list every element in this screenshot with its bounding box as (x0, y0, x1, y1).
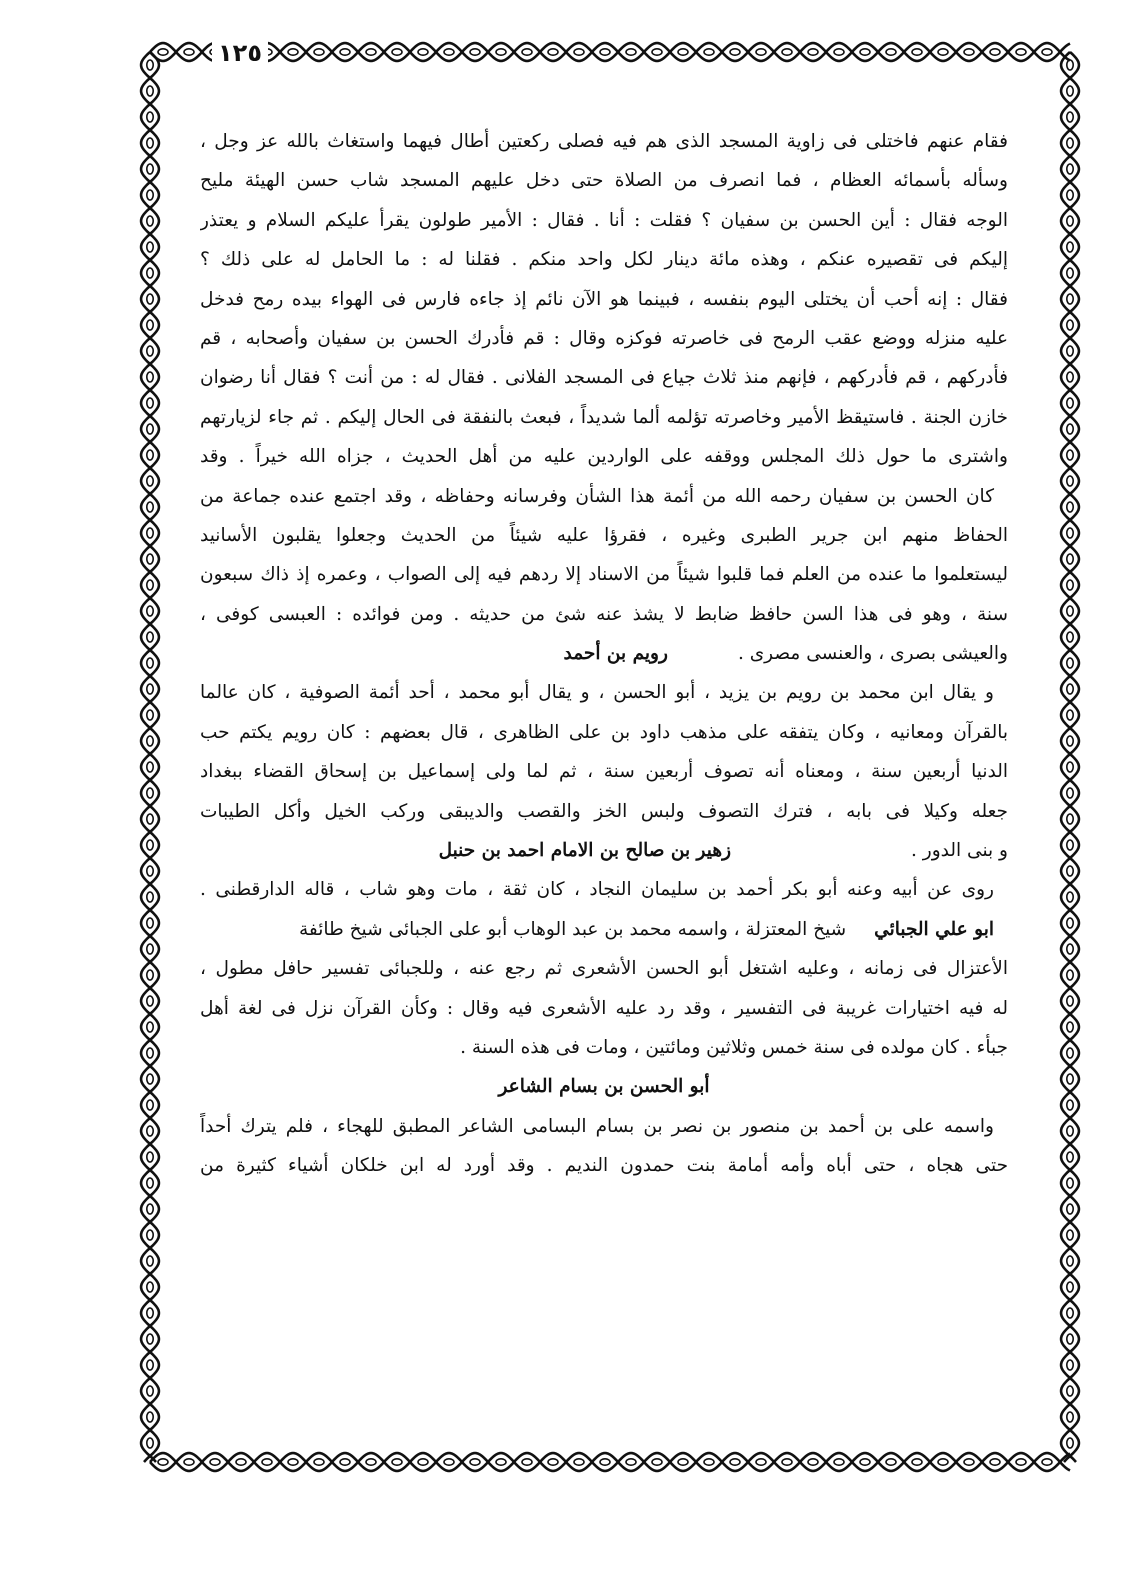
text-line: الدنيا أربعين سنة ، ومعناه أنه تصوف أربعين سنة ، ثم لما ولى إسماعيل بن إسحاق القضاء ببغداد (200, 761, 1008, 783)
text-line: الحفاظ منهم ابن جرير الطبرى وغيره ، فقرؤا عليه شيئاً من الحديث وجعلوا يقلبون الأسانيد (200, 524, 1008, 546)
text-line: سنة ، وهو فى هذا السن حافظ ضابط لا يشذ عنه شئ من حديثه . ومن فوائده : العبسى كوفى ، (200, 603, 1008, 625)
section-heading-zuhayr: زهير بن صالح بن الامام احمد بن حنبل (438, 840, 732, 862)
text-line: حتى هجاه ، حتى أباه وأمه أمامة بنت حمدون النديم . وقد أورد له ابن خلكان أشياء كثيرة من (200, 1155, 1008, 1177)
text-line: الوجه فقال : أين الحسن بن سفيان ؟ فقلت : أنا . فقال : الأمير طولون يقرأ عليكم السلام و يعتذر (200, 209, 1008, 231)
text-line: ليستعلموا ما عنده من العلم فما قلبوا شيئاً من الاسناد إلا ردهم فيه إلى الصواب ، وعمره إذ ذاك سبعون (200, 564, 1008, 586)
text-line: الأعتزال فى زمانه ، وعليه اشتغل أبو الحسن الأشعرى ثم رجع عنه ، وللجبائى تفسير حافل مطول ، (200, 958, 1008, 980)
text-line: و يقال ابن محمد بن رويم بن يزيد ، أبو الحسن ، و يقال أبو محمد ، أحد أئمة الصوفية ، كان عالما (200, 682, 994, 704)
text-line-with-heading (200, 910, 1008, 949)
section-heading-ruwaym: رويم بن أحمد (563, 643, 668, 665)
text-line: إليكم فى تقصيره عنكم ، وهذه مائة دينار لكل واحد منكم . فقلنا له : ما الحامل له على ذلك ؟ (200, 249, 1008, 271)
text-line: جعله وكيلا فى بابه ، فترك التصوف ولبس الخز والقصب والديبقى وركب الخيل وأكل الطيبات (200, 800, 1008, 822)
page-text (200, 122, 1008, 1467)
text-run: و بنى الدور . (911, 840, 1008, 862)
text-line: روى عن أبيه وعنه أبو بكر أحمد بن سليمان النجاد ، كان ثقة ، مات وهو شاب ، قاله الدارقطنى . (200, 879, 994, 901)
text-run: شيخ المعتزلة ، واسمه محمد بن عبد الوهاب أبو على الجبائى شيخ طائفة (298, 918, 847, 940)
text-run: والعيشى بصرى ، والعنسى مصرى . (737, 643, 1008, 665)
text-line: عليه منزله ووضع عقب الرمح فى خاصرته فوكزه وقال : قم فأدرك الحسن بن سفيان وأصحابه ، قم (200, 327, 1008, 349)
text-line: فقام عنهم فاختلى فى زاوية المسجد الذى هم فيه فصلى ركعتين أطال فيهما واستغاث بالله عز وجل ، (200, 131, 1008, 152)
section-heading-jubbai: ابو علي الجبائي (874, 918, 994, 940)
text-line: فأدركهم ، قم فأدركهم ، فإنهم منذ ثلاث جياع فى المسجد الفلانى . فقال له : من أنت ؟ فقال أنا رضوان (200, 367, 1008, 389)
text-line: خازن الجنة . فاستيقظ الأمير وخاصرته تؤلمه ألما شديداً ، فبعث بالنفقة فى الحال إليكم . ثم جاء لزيارتهم (200, 406, 1008, 428)
text-line: فقال : إنه أحب أن يختلى اليوم بنفسه ، فبينما هو الآن نائم إذ جاءه فارس فى الهواء بيده رمح فدخل (200, 288, 1008, 310)
text-line-with-heading (200, 831, 1008, 870)
text-line: جبأء . كان مولده فى سنة خمس وثلاثين ومائتين ، ومات فى هذه السنة . (460, 1036, 1008, 1058)
text-line: واشترى ما حول ذلك المجلس ووقفه على الواردين عليه من أهل الحديث ، جزاه الله خيراً . وقد (200, 446, 1008, 468)
page-number: ١٢٥ (212, 38, 268, 68)
text-line: له فيه اختيارات غريبة فى التفسير ، وقد رد عليه الأشعرى فيه وقال : وكأن القرآن نزل فى لغة أهل (200, 997, 1008, 1019)
text-line: واسمه على بن أحمد بن منصور بن نصر بن بسام البسامى الشاعر المطبق للهجاء ، فلم يترك أحداً (200, 1115, 994, 1137)
text-line: وسأله بأسمائه العظام ، فما انصرف من الصلاة حتى دخل عليهم المسجد شاب حسن الهيئة مليح (200, 170, 1008, 192)
text-line: بالقرآن ومعانيه ، وكان يتفقه على مذهب داود بن على الظاهرى ، قال بعضهم : كان رويم يكتم حب (200, 721, 1008, 743)
text-line-with-heading (200, 634, 1008, 673)
text-line: كان الحسن بن سفيان رحمه الله من أئمة هذا الشأن وفرسانه وحفاظه ، وقد اجتمع عنده جماعة من (200, 485, 994, 507)
section-heading-bassam: أبو الحسن بن بسام الشاعر (498, 1076, 710, 1098)
